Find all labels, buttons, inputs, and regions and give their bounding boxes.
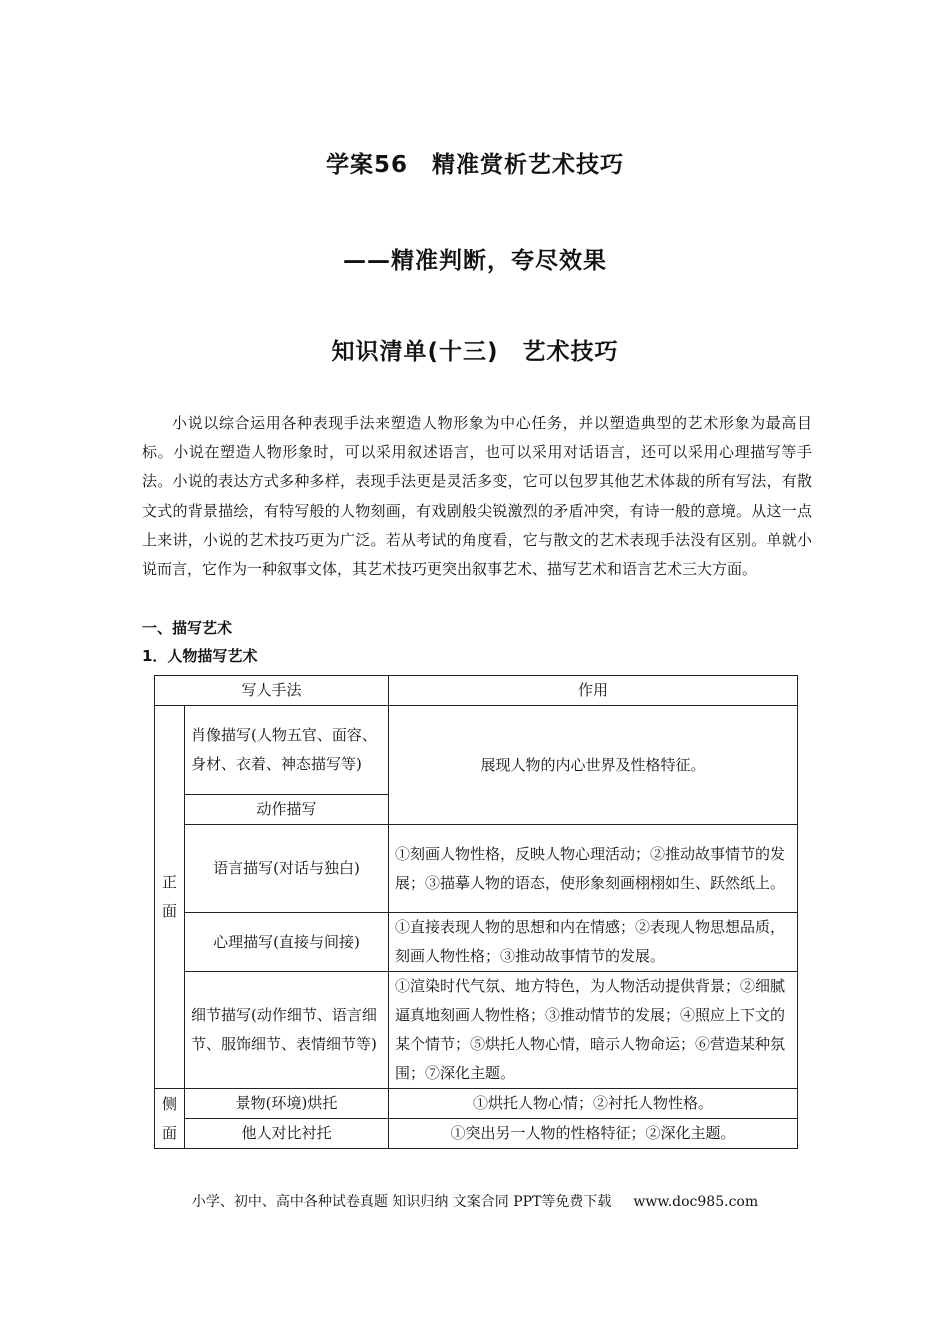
effect-cell: ①直接表现人物的思想和内在情感；②表现人物思想品质，刻画人物性格；③推动故事情节的发展。 [389,913,798,972]
front-label: 正面 [155,706,185,1089]
method-cell: 细节描写(动作细节、语言细节、服饰细节、表情细节等) [185,972,389,1089]
method-cell: 肖像描写(人物五官、面容、身材、衣着、神态描写等) [185,706,389,795]
method-cell: 语言描写(对话与独白) [185,825,389,913]
page-subtitle: ——精准判断，夸尽效果 [343,248,607,274]
table-row [155,1089,798,1119]
method-cell: 动作描写 [185,795,389,825]
table-header-row [155,676,798,706]
character-description-table [154,675,798,1149]
section-title: 知识清单(十三) 艺术技巧 [331,339,619,365]
page-title: 学案56 精准赏析艺术技巧 [325,152,624,178]
method-cell: 景物(环境)烘托 [185,1089,389,1119]
header-effect: 作用 [389,676,798,706]
table-row [155,1119,798,1149]
method-cell: 心理描写(直接与间接) [185,913,389,972]
table-row [155,706,798,795]
effect-cell: ①渲染时代气氛、地方特色，为人物活动提供背景；②细腻逼真地刻画人物性格；③推动情节的发展；④照应上下文的某个情节；⑤烘托人物心情，暗示人物命运；⑥营造某种氛围；⑦深化主题。 [389,972,798,1089]
table-row [155,825,798,913]
effect-cell: ①突出另一人物的性格特征；②深化主题。 [389,1119,798,1149]
side-label: 侧面 [155,1089,185,1149]
method-cell: 他人对比衬托 [185,1119,389,1149]
header-method: 写人手法 [155,676,389,706]
table-row [155,972,798,1089]
effect-cell: ①刻画人物性格，反映人物心理活动；②推动故事情节的发展；③描摹人物的语态，使形象刻画栩栩如生、跃然纸上。 [389,825,798,913]
heading-description-art: 一、描写艺术 [142,619,233,637]
table-row [155,913,798,972]
footer-text: 小学、初中、高中各种试卷真题 知识归纳 文案合同 PPT等免费下载 [191,1194,612,1210]
heading-character-description: 1．人物描写艺术 [142,647,258,665]
page-footer [0,1191,950,1211]
footer-url[interactable]: www.doc985.com [633,1194,759,1210]
intro-paragraph: 小说以综合运用各种表现手法来塑造人物形象为中心任务，并以塑造典型的艺术形象为最高目标。小说在塑造人物形象时，可以采用叙述语言，也可以采用对话语言，还可以采用心理描写等手法。小说的表达方式多种多样，表现手法更是灵活多变，它可以包罗其他艺术体裁的所有写法，有散文式的背景描绘，有特写般的人物刻画，有戏剧般尖锐激烈的矛盾冲突，有诗一般的意境。从这一点上来讲，小说的艺术技巧更为广泛。若从考试的角度看，它与散文的艺术表现手法没有区别。单就小说而言，它作为一种叙事文体，其艺术技巧更突出叙事艺术、描写艺术和语言艺术三大方面。 [142,414,812,579]
effect-cell: 展现人物的内心世界及性格特征。 [389,706,798,825]
effect-cell: ①烘托人物心情；②衬托人物性格。 [389,1089,798,1119]
